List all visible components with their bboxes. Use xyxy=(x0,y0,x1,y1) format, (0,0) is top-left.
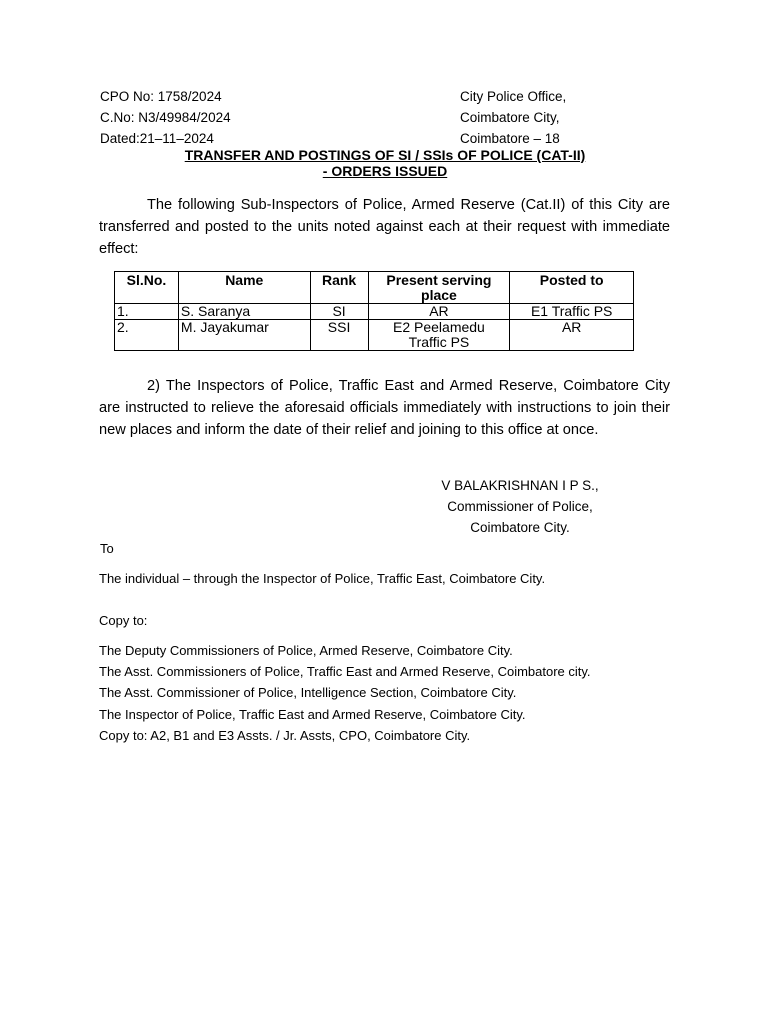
list-item: The Inspector of Police, Traffic East and Armed Reserve, Coimbatore City. xyxy=(99,706,526,722)
case-number: C.No: N3/49984/2024 xyxy=(100,110,231,125)
list-item: The Deputy Commissioners of Police, Armed Reserve, Coimbatore City. xyxy=(99,643,513,658)
office-address-line3: Coimbatore – 18 xyxy=(460,131,560,146)
signatory-place: Coimbatore City. xyxy=(470,520,570,535)
order-date: Dated:21–11–2024 xyxy=(100,131,214,146)
office-address-line1: City Police Office, xyxy=(460,89,567,104)
to-recipient: The individual – through the Inspector of Police, Traffic East, Coimbatore City. xyxy=(99,571,546,586)
cell-rank: SSI xyxy=(310,320,368,351)
instruction-paragraph xyxy=(99,375,670,441)
transfer-table xyxy=(114,271,634,351)
order-title-line1: TRANSFER AND POSTINGS OF SI / SSIs OF POLICE (CAT-II) xyxy=(184,147,586,163)
order-title-line2: - ORDERS ISSUED xyxy=(322,163,448,179)
signatory-designation: Commissioner of Police, xyxy=(447,499,593,514)
instruction-paragraph-text: 2) The Inspectors of Police, Traffic East and Armed Reserve, Coimbatore City are instructed to relieve the aforesaid officials immediately with instructions to join their new places and inform the date of their relief and joining to this office at once. xyxy=(99,378,670,438)
cell-name: M. Jayakumar xyxy=(178,320,310,351)
cell-slno: 1. xyxy=(115,304,179,320)
cell-slno: 2. xyxy=(115,320,179,351)
to-label: To xyxy=(100,541,114,556)
list-item: Copy to: A2, B1 and E3 Assts. / Jr. Assts, CPO, Coimbatore City. xyxy=(99,727,471,743)
col-header-slno: Sl.No. xyxy=(115,272,179,304)
intro-paragraph xyxy=(99,194,670,260)
list-item: The Asst. Commissioners of Police, Traffic East and Armed Reserve, Coimbatore city. xyxy=(99,664,591,680)
table-header-row xyxy=(115,272,634,304)
col-header-name: Name xyxy=(178,272,310,304)
cell-posted-to: E1 Traffic PS xyxy=(510,304,634,320)
list-item: The Asst. Commissioner of Police, Intelligence Section, Coimbatore City. xyxy=(99,685,517,701)
signatory-name: V BALAKRISHNAN I P S., xyxy=(441,478,599,493)
cell-present-place: E2 Peelamedu Traffic PS xyxy=(368,320,510,351)
table-row xyxy=(115,320,634,351)
cpo-number: CPO No: 1758/2024 xyxy=(100,89,222,104)
cell-present-place: AR xyxy=(368,304,510,320)
cell-rank: SI xyxy=(310,304,368,320)
office-address-line2: Coimbatore City, xyxy=(460,110,560,125)
col-header-rank: Rank xyxy=(310,272,368,304)
copy-to-label: Copy to: xyxy=(99,613,148,628)
col-header-present-place: Present serving place xyxy=(368,272,510,304)
table-row xyxy=(115,304,634,320)
signature-block xyxy=(420,475,620,538)
cell-posted-to: AR xyxy=(510,320,634,351)
copy-to-list xyxy=(99,640,591,746)
intro-paragraph-text: The following Sub-Inspectors of Police, Armed Reserve (Cat.II) of this City are transferred and posted to the units noted against each at their request with immediate effect: xyxy=(99,197,670,257)
col-header-posted-to: Posted to xyxy=(510,272,634,304)
cell-name: S. Saranya xyxy=(178,304,310,320)
